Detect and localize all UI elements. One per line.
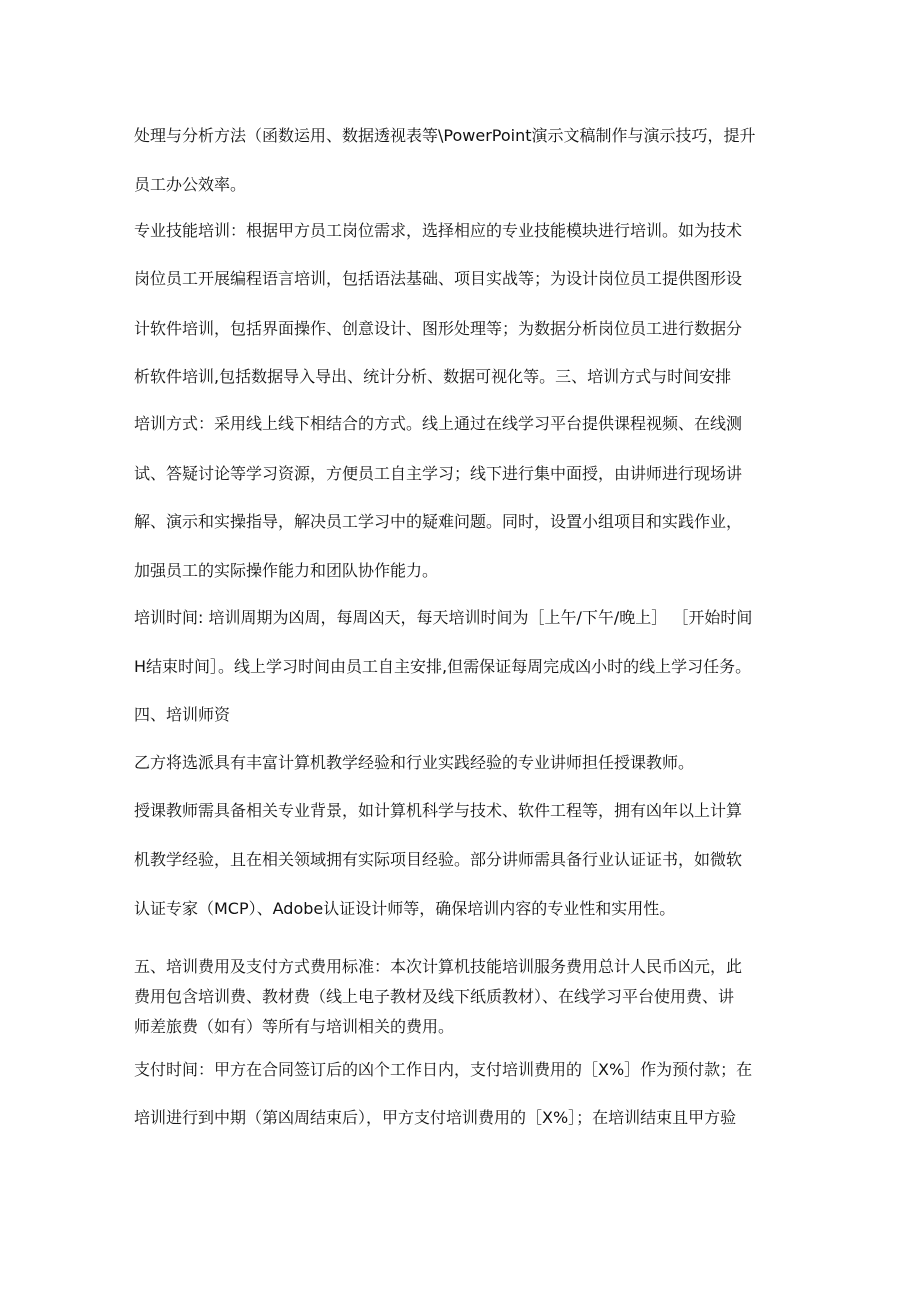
text-line: H结束时间］。线上学习时间由员工自主安排,但需保证每周完成凶小时的线上学习任务。 (134, 657, 752, 676)
text-line: 支付时间：甲方在合同签订后的凶个工作日内，支付培训费用的［X%］作为预付款；在 (134, 1060, 753, 1079)
text-line: 计软件培训，包括界面操作、创意设计、图形处理等；为数据分析岗位员工进行数据分 (134, 319, 743, 338)
text-line: 员工办公效率。 (134, 175, 247, 194)
text-line: 处理与分析方法（函数运用、数据透视表等\PowerPoint演示文稿制作与演示技巧，提升 (134, 126, 756, 145)
text-line: 培训方式：采用线上线下相结合的方式。线上通过在线学习平台提供课程视频、在线测 (134, 414, 743, 433)
text-line: 费用包含培训费、教材费（线上电子教材及线下纸质教材）、在线学习平台使用费、讲 (134, 987, 735, 1006)
text-line: 试、答疑讨论等学习资源，方便员工自主学习；线下进行集中面授，由讲师进行现场讲 (134, 464, 743, 483)
text-line: 授课教师需具备相关专业背景，如计算机科学与技术、软件工程等，拥有凶年以上计算 (134, 801, 743, 820)
text-line: 专业技能培训：根据甲方员工岗位需求，选择相应的专业技能模块进行培训。如为技术 (134, 221, 743, 240)
text-line: 师差旅费（如有）等所有与培训相关的费用。 (134, 1017, 455, 1036)
section-heading: 四、培训师资 (134, 705, 231, 724)
text-line: 析软件培训,包括数据导入导出、统计分析、数据可视化等。三、培训方式与时间安排 (134, 367, 732, 386)
text-line: 机教学经验，且在相关领域拥有实际项目经验。部分讲师需具备行业认证证书，如微软 (134, 850, 743, 869)
text-line: 加强员工的实际操作能力和团队协作能力。 (134, 561, 439, 580)
text-line: 乙方将选派具有丰富计算机教学经验和行业实践经验的专业讲师担任授课教师。 (134, 753, 695, 772)
text-line: 认证专家（MCP）、Adobe认证设计师等，确保培训内容的专业性和实用性。 (134, 899, 676, 918)
text-line: 培训进行到中期（第凶周结束后），甲方支付培训费用的［X%］；在培训结束且甲方验 (134, 1108, 737, 1127)
text-line: 解、演示和实操指导，解决员工学习中的疑难问题。同时，设置小组项目和实践作业， (134, 512, 743, 531)
text-line: 岗位员工开展编程语言培训，包括语法基础、项目实战等；为设计岗位员工提供图形设 (134, 269, 743, 288)
text-line: 培训时间: 培训周期为凶周，每周凶天，每天培训时间为［上午/下午/晚上］ ［开始时间 (134, 608, 753, 627)
text-line: 五、培训费用及支付方式费用标准：本次计算机技能培训服务费用总计人民币凶元，此 (134, 957, 743, 976)
